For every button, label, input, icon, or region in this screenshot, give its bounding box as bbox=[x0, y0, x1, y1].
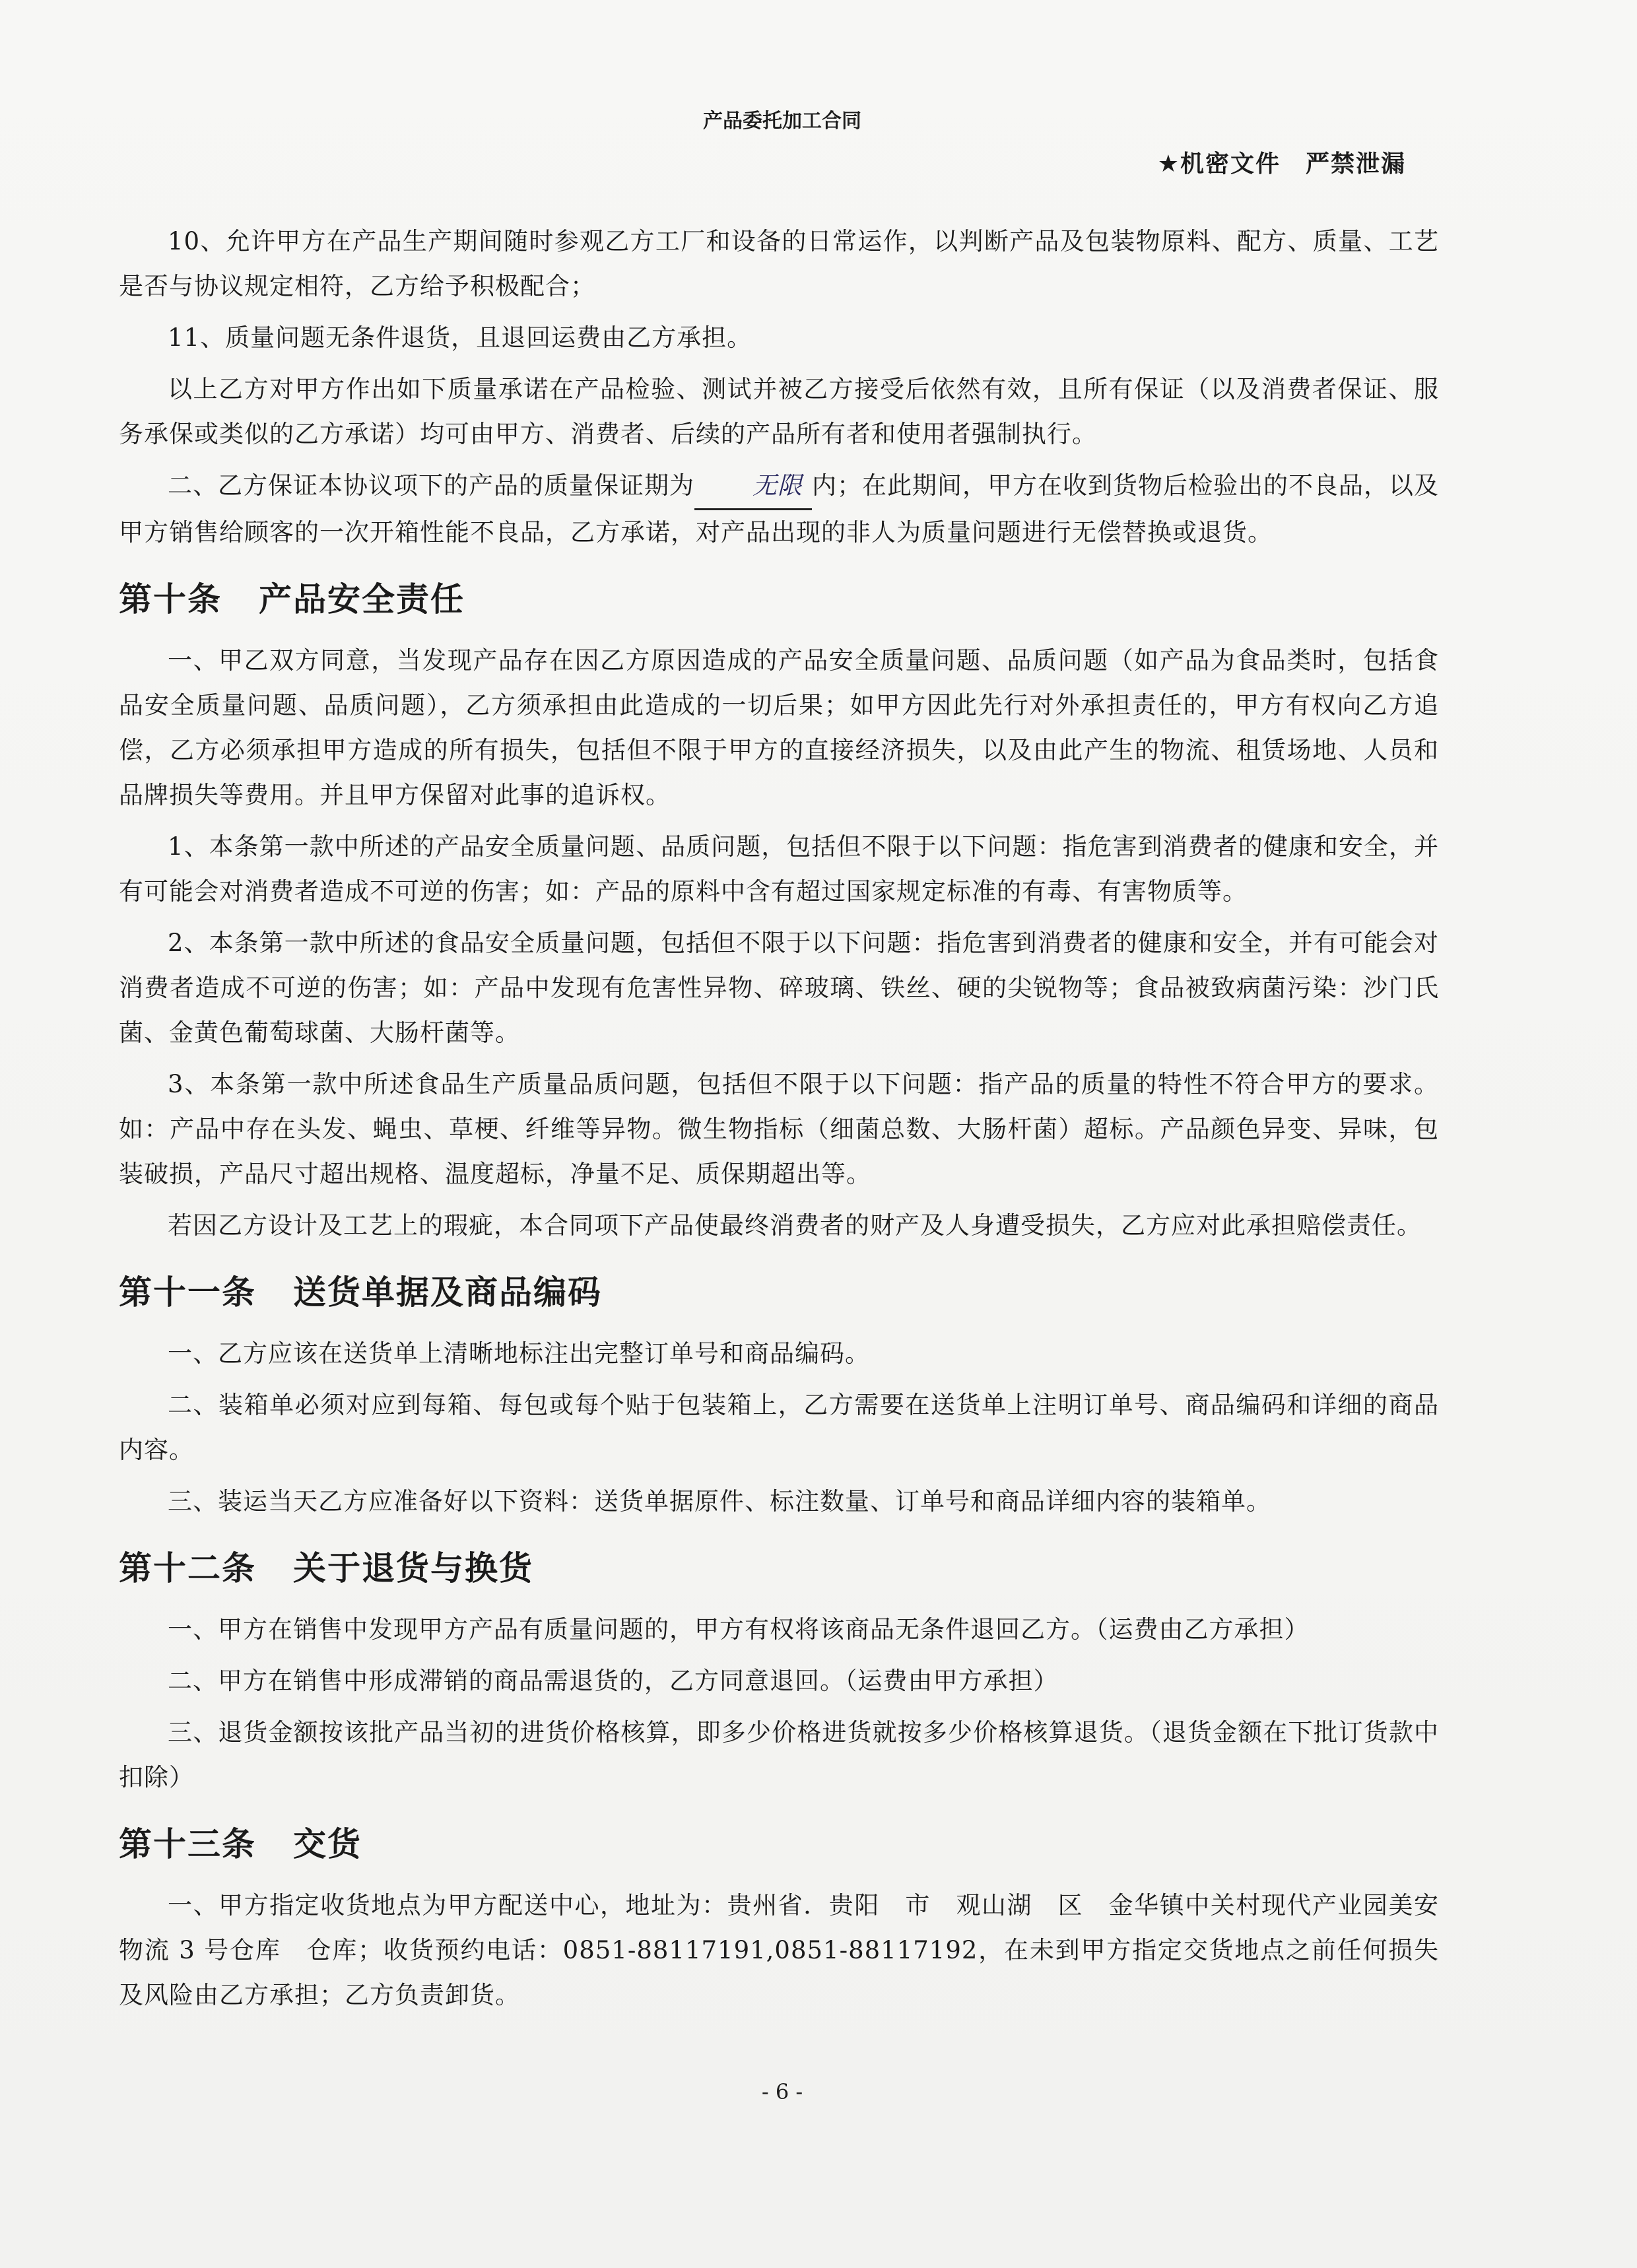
section-10-heading bbox=[119, 578, 1439, 621]
document-header-title: 产品委托加工合同 bbox=[703, 110, 861, 133]
section-title: 产品安全责任 bbox=[259, 580, 465, 618]
section-11-para: 二、装箱单必须对应到每箱、每包或每个贴于包装箱上，乙方需要在送货单上注明订单号、商品编码和详细的商品内容。 bbox=[119, 1391, 1439, 1464]
section-10-para: 若因乙方设计及工艺上的瑕疵，本合同项下产品使最终消费者的财产及人身遭受损失，乙方应对此承担赔偿责任。 bbox=[168, 1211, 1422, 1240]
section-title: 送货单据及商品编码 bbox=[293, 1273, 602, 1312]
section-10-para: 一、甲乙双方同意，当发现产品存在因乙方原因造成的产品安全质量问题、品质问题（如产品为食品类时，包括食品安全质量问题、品质问题），乙方须承担由此造成的一切后果；如甲方因此先行对外承担责任的，甲方有权向乙方追偿，乙方必须承担甲方造成的所有损失，包括但不限于甲方的直接经济损失，以及由此产生的物流、租赁场地、人员和品牌损失等费用。并且甲方保留对此事的追诉权。 bbox=[119, 646, 1439, 809]
clause-11: 11、质量问题无条件退货，且退回运费由乙方承担。 bbox=[168, 323, 752, 352]
section-number: 第十三条 bbox=[119, 1825, 256, 1863]
document-body bbox=[119, 219, 1439, 2024]
section-13-para: 一、甲方指定收货地点为甲方配送中心，地址为：贵州省．贵阳 市 观山湖 区 金华镇中关村现代产业园美安物流 3 号仓库 仓库；收货预约电话：0851-88117191,0851-88117192，在未到甲方指定交货地点之前任何损失及风险由乙方承担；乙方负责卸货。 bbox=[119, 1891, 1439, 2009]
warranty-text-end: 内；在此期间，甲方在收到货物后检验出的不良品，以及甲方销售给顾客的一次开箱性能不良品，乙方承诺，对产品出现的非人为质量问题进行无偿替换或退货。 bbox=[119, 471, 1439, 547]
clause-10: 10、允许甲方在产品生产期间随时参观乙方工厂和设备的日常运作，以判断产品及包装物原料、配方、质量、工艺是否与协议规定相符，乙方给予积极配合； bbox=[119, 227, 1439, 300]
section-12-heading bbox=[119, 1547, 1439, 1590]
section-11-para: 一、乙方应该在送货单上清晰地标注出完整订单号和商品编码。 bbox=[168, 1339, 870, 1368]
section-10-para: 3、本条第一款中所述食品生产质量品质问题，包括但不限于以下问题：指产品的质量的特性不符合甲方的要求。如：产品中存在头发、蝇虫、草梗、纤维等异物。微生物指标（细菌总数、大肠杆菌）超标。产品颜色异变、异味，包装破损，产品尺寸超出规格、温度超标，净量不足、质保期超出等。 bbox=[119, 1070, 1439, 1188]
confidential-mark: ★机密文件 严禁泄漏 bbox=[1157, 150, 1406, 178]
page-number: - 6 - bbox=[761, 2079, 803, 2104]
section-title: 交货 bbox=[293, 1825, 362, 1863]
section-11-heading bbox=[119, 1271, 1439, 1314]
section-12-para: 一、甲方在销售中发现甲方产品有质量问题的，甲方有权将该商品无条件退回乙方。（运费由乙方承担） bbox=[168, 1615, 1310, 1644]
section-title: 关于退货与换货 bbox=[293, 1549, 533, 1587]
quality-commitment-paragraph: 以上乙方对甲方作出如下质量承诺在产品检验、测试并被乙方接受后依然有效，且所有保证（以及消费者保证、服务承保或类似的乙方承诺）均可由甲方、消费者、后续的产品所有者和使用者强制执行。 bbox=[119, 375, 1439, 448]
warranty-paragraph bbox=[119, 463, 1439, 555]
section-10-para: 2、本条第一款中所述的食品安全质量问题，包括但不限于以下问题：指危害到消费者的健康和安全，并有可能会对消费者造成不可逆的伤害；如：产品中发现有危害性异物、碎玻璃、铁丝、硬的尖锐物等；食品被致病菌污染：沙门氏菌、金黄色葡萄球菌、大肠杆菌等。 bbox=[119, 929, 1439, 1047]
handwritten-warranty-period: 无限 bbox=[694, 463, 812, 510]
section-12-para: 二、甲方在销售中形成滞销的商品需退货的，乙方同意退回。（运费由甲方承担） bbox=[168, 1667, 1059, 1695]
warranty-text-start: 二、乙方保证本协议项下的产品的质量保证期为 bbox=[168, 471, 694, 500]
section-number: 第十一条 bbox=[119, 1273, 256, 1312]
section-10-para: 1、本条第一款中所述的产品安全质量问题、品质问题，包括但不限于以下问题：指危害到消费者的健康和安全，并有可能会对消费者造成不可逆的伤害；如：产品的原料中含有超过国家规定标准的有毒、有害物质等。 bbox=[119, 832, 1439, 906]
section-12-para: 三、退货金额按该批产品当初的进货价格核算，即多少价格进货就按多少价格核算退货。（退货金额在下批订货款中扣除） bbox=[119, 1718, 1439, 1791]
section-number: 第十条 bbox=[119, 580, 222, 618]
section-number: 第十二条 bbox=[119, 1549, 256, 1587]
section-13-heading bbox=[119, 1822, 1439, 1866]
section-11-para: 三、装运当天乙方应准备好以下资料：送货单据原件、标注数量、订单号和商品详细内容的装箱单。 bbox=[168, 1487, 1271, 1516]
